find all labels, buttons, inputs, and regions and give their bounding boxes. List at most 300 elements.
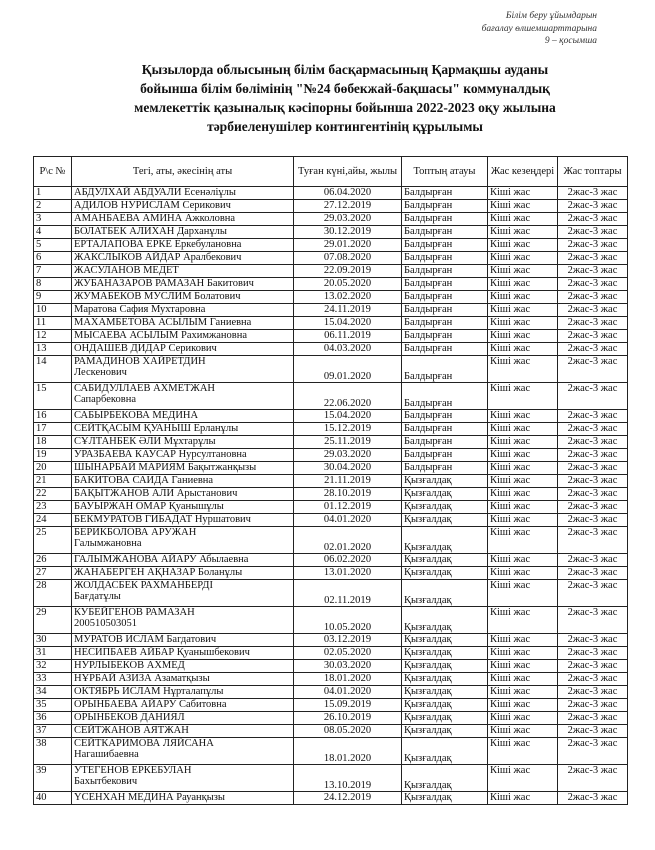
- row-age-period-text: Кіші жас: [490, 200, 531, 211]
- row-name-text: КУБЕЙГЕНОВ РАМАЗАН: [74, 607, 195, 618]
- row-number: [34, 514, 72, 527]
- row-birth-date-text: 21.11.2019: [324, 475, 371, 486]
- row-group: [402, 554, 488, 567]
- row-age-period: [488, 265, 558, 278]
- row-name-text: ҮСЕНХАН МЕДИНА Рауанқызы: [74, 792, 225, 803]
- row-age-period: [488, 213, 558, 226]
- row-age-groups: [558, 567, 628, 580]
- row-name: [72, 647, 294, 660]
- row-age-period: [488, 436, 558, 449]
- table-row: [34, 330, 628, 343]
- row-age-period-text: Кіші жас: [490, 436, 531, 447]
- row-name-text: РАМАДИНОВ ХАЙРЕТДИН: [74, 356, 206, 367]
- table-row: [34, 462, 628, 475]
- table-row: [34, 501, 628, 514]
- row-age-period: [488, 423, 558, 436]
- row-number: [34, 449, 72, 462]
- row-age-groups: [558, 200, 628, 213]
- row-number-text: 33: [36, 673, 47, 684]
- row-birth-date-text: 29.01.2020: [323, 239, 372, 250]
- row-age-groups: [558, 410, 628, 423]
- row-name: [72, 765, 294, 792]
- row-number: [34, 213, 72, 226]
- row-birth-date: [294, 725, 402, 738]
- row-age-groups-text: 2жас-3 жас: [567, 239, 618, 250]
- table-row: [34, 252, 628, 265]
- row-age-groups-text: 2жас-3 жас: [567, 317, 618, 328]
- row-age-period: [488, 580, 558, 607]
- row-group-text: Қызғалдақ: [404, 753, 452, 764]
- row-age-period-text: Кіші жас: [490, 317, 531, 328]
- row-age-period: [488, 356, 558, 383]
- row-birth-date: [294, 291, 402, 304]
- document-title: [60, 60, 630, 136]
- row-name-text: БЕКМУРАТОВ ГИБАДАТ Нуршатович: [74, 514, 251, 525]
- row-age-period: [488, 673, 558, 686]
- row-birth-date: [294, 278, 402, 291]
- row-group-text: Балдырған: [404, 462, 453, 473]
- row-name: [72, 200, 294, 213]
- row-group-text: Қызғалдақ: [404, 501, 452, 512]
- row-age-groups-text: 2жас-3 жас: [567, 686, 618, 697]
- row-age-groups-text: 2жас-3 жас: [567, 226, 618, 237]
- row-number: [34, 660, 72, 673]
- table-row: [34, 738, 628, 765]
- row-number: [34, 278, 72, 291]
- row-age-groups-text: 2жас-3 жас: [567, 423, 618, 434]
- row-name-text: ОРЫНБАЕВА АЙАРУ Сабитовна: [74, 699, 227, 710]
- row-name: [72, 580, 294, 607]
- row-name-text: ЖУМАБЕКОВ МУСЛИМ Болатович: [74, 291, 241, 302]
- row-group: [402, 436, 488, 449]
- row-birth-date-text: 20.05.2020: [323, 278, 372, 289]
- row-name-text: САБИДУЛЛАЕВ АХМЕТЖАН: [74, 383, 215, 394]
- row-birth-date-text: 30.03.2020: [323, 660, 372, 671]
- header-group-name: Топтың атауы: [402, 157, 488, 187]
- row-age-period-text: Кіші жас: [490, 410, 531, 421]
- row-age-groups: [558, 554, 628, 567]
- row-age-period: [488, 187, 558, 200]
- row-group: [402, 673, 488, 686]
- row-age-groups-text: 2жас-3 жас: [567, 567, 618, 578]
- row-name-text: УРАЗБАЕВА КАУСАР Нурсултановна: [74, 449, 247, 460]
- row-birth-date-text: 15.09.2019: [323, 699, 372, 710]
- row-age-groups-text: 2жас-3 жас: [567, 580, 618, 591]
- row-age-groups-text: 2жас-3 жас: [567, 712, 618, 723]
- row-number-text: 40: [36, 792, 47, 803]
- row-number-text: 12: [36, 330, 47, 341]
- row-birth-date: [294, 792, 402, 805]
- row-birth-date: [294, 449, 402, 462]
- row-number-text: 36: [36, 712, 47, 723]
- row-birth-date-text: 24.12.2019: [323, 792, 372, 803]
- row-name-text: БАКИТОВА САИДА Ганиевна: [74, 475, 214, 486]
- row-group: [402, 725, 488, 738]
- row-age-period-text: Кіші жас: [490, 554, 531, 565]
- row-number: [34, 462, 72, 475]
- row-birth-date-text: 15.04.2020: [323, 317, 372, 328]
- table-row: [34, 699, 628, 712]
- row-number-text: 14: [36, 356, 47, 367]
- row-number-text: 37: [36, 725, 47, 736]
- row-group: [402, 580, 488, 607]
- row-age-period: [488, 501, 558, 514]
- row-name-text: БАУЫРЖАН ОМАР Қуанышұлы: [74, 501, 224, 512]
- row-name-text: МАХАМБЕТОВА АСЫЛЫМ Ганиевна: [74, 317, 252, 328]
- row-age-groups-text: 2жас-3 жас: [567, 449, 618, 460]
- row-group-text: Балдырған: [404, 330, 453, 341]
- row-number: [34, 317, 72, 330]
- row-age-period: [488, 278, 558, 291]
- row-birth-date: [294, 660, 402, 673]
- table-row: [34, 410, 628, 423]
- row-age-groups-text: 2жас-3 жас: [567, 278, 618, 289]
- row-age-groups: [558, 475, 628, 488]
- row-age-groups: [558, 686, 628, 699]
- row-age-period-text: Кіші жас: [490, 291, 531, 302]
- row-number-text: 19: [36, 449, 47, 460]
- row-group-text: Қызғалдақ: [404, 595, 452, 606]
- row-age-groups-text: 2жас-3 жас: [567, 356, 618, 367]
- row-birth-date-text: 29.03.2020: [323, 213, 372, 224]
- row-group-text: Балдырған: [404, 200, 453, 211]
- row-age-groups-text: 2жас-3 жас: [567, 383, 618, 394]
- row-age-groups-text: 2жас-3 жас: [567, 792, 618, 803]
- table-row: [34, 527, 628, 554]
- row-age-groups: [558, 436, 628, 449]
- row-age-groups: [558, 514, 628, 527]
- row-group-text: Қызғалдақ: [404, 673, 452, 684]
- row-age-period-text: Кіші жас: [490, 213, 531, 224]
- header-age-period: Жас кезеңдері: [488, 157, 558, 187]
- row-birth-date: [294, 436, 402, 449]
- row-birth-date: [294, 330, 402, 343]
- row-name: [72, 213, 294, 226]
- row-group: [402, 765, 488, 792]
- row-group: [402, 501, 488, 514]
- row-age-period: [488, 765, 558, 792]
- row-name: [72, 383, 294, 410]
- row-age-period-text: Кіші жас: [490, 634, 531, 645]
- row-birth-date-text: 18.01.2020: [323, 753, 372, 764]
- row-number-text: 28: [36, 580, 47, 591]
- row-birth-date: [294, 647, 402, 660]
- row-birth-date-text: 06.02.2020: [323, 554, 372, 565]
- table-row: [34, 304, 628, 317]
- row-group-text: Балдырған: [404, 398, 453, 409]
- row-age-groups-text: 2жас-3 жас: [567, 330, 618, 341]
- row-name: [72, 449, 294, 462]
- title-line: тәрбиеленушілер контингентінің құрылымы: [207, 119, 483, 134]
- row-birth-date-text: 22.09.2019: [323, 265, 372, 276]
- row-birth-date-text: 10.05.2020: [323, 622, 372, 633]
- row-group: [402, 449, 488, 462]
- row-name-text: ЖАКСЛЫКОВ АЙДАР Аралбекович: [74, 252, 242, 263]
- row-name-text: АМАНБАЕВА АМИНА Ажколовна: [74, 213, 236, 224]
- row-birth-date-text: 25.11.2019: [324, 436, 371, 447]
- row-name: [72, 738, 294, 765]
- row-age-groups: [558, 187, 628, 200]
- corner-note-line: 9 – қосымша: [544, 36, 597, 46]
- row-name: [72, 725, 294, 738]
- row-group-text: Балдырған: [404, 226, 453, 237]
- row-number: [34, 647, 72, 660]
- table-body: [34, 187, 628, 805]
- row-group: [402, 304, 488, 317]
- row-name-text: СҰЛТАНБЕК ӘЛИ Мұхтарұлы: [74, 436, 216, 447]
- row-number: [34, 265, 72, 278]
- corner-note-line: Білім беру ұйымдарын: [505, 11, 597, 21]
- row-age-period-text: Кіші жас: [490, 383, 531, 394]
- row-age-groups: [558, 304, 628, 317]
- row-birth-date: [294, 475, 402, 488]
- row-name: [72, 501, 294, 514]
- row-name: [72, 514, 294, 527]
- row-number-text: 16: [36, 410, 47, 421]
- row-age-period: [488, 647, 558, 660]
- row-group-text: Қызғалдақ: [404, 542, 452, 553]
- row-name-continuation: Бағдатұлы: [74, 591, 121, 602]
- contingent-table: [33, 156, 628, 805]
- row-birth-date-text: 18.01.2020: [323, 673, 372, 684]
- table-row: [34, 291, 628, 304]
- corner-note-line: бағалау өлшемшарттарына: [481, 23, 597, 34]
- row-birth-date: [294, 187, 402, 200]
- row-name-text: ШЫНАРБАЙ МАРИЯМ Бақытжанқызы: [74, 462, 257, 473]
- row-age-groups-text: 2жас-3 жас: [567, 436, 618, 447]
- row-age-groups-text: 2жас-3 жас: [567, 265, 618, 276]
- row-age-groups: [558, 792, 628, 805]
- row-number-text: 34: [36, 686, 47, 697]
- row-birth-date: [294, 527, 402, 554]
- row-age-groups: [558, 673, 628, 686]
- row-name-text: ЖУБАНАЗАРОВ РАМАЗАН Бакитович: [74, 278, 254, 289]
- row-age-period-text: Кіші жас: [490, 356, 531, 367]
- row-birth-date-text: 02.05.2020: [323, 647, 372, 658]
- row-age-groups-text: 2жас-3 жас: [567, 647, 618, 658]
- row-age-period-text: Кіші жас: [490, 330, 531, 341]
- row-age-groups-text: 2жас-3 жас: [567, 607, 618, 618]
- row-number: [34, 686, 72, 699]
- row-age-period: [488, 738, 558, 765]
- row-group-text: Қызғалдақ: [404, 686, 452, 697]
- row-group: [402, 514, 488, 527]
- table-row: [34, 317, 628, 330]
- row-birth-date: [294, 213, 402, 226]
- row-age-groups: [558, 356, 628, 383]
- row-name-text: СЕЙТКАРИМОВА ЛЯЙСАНА: [74, 738, 214, 749]
- row-birth-date-text: 13.02.2020: [323, 291, 372, 302]
- row-number: [34, 343, 72, 356]
- row-number: [34, 792, 72, 805]
- row-age-groups-text: 2жас-3 жас: [567, 304, 618, 315]
- table-row: [34, 423, 628, 436]
- row-birth-date-text: 27.12.2019: [323, 200, 372, 211]
- row-group-text: Балдырған: [404, 371, 453, 382]
- row-number-text: 13: [36, 343, 47, 354]
- row-name: [72, 343, 294, 356]
- row-name: [72, 278, 294, 291]
- row-number-text: 17: [36, 423, 47, 434]
- row-age-groups: [558, 265, 628, 278]
- row-name-continuation: Лескенович: [74, 367, 127, 378]
- row-age-groups: [558, 725, 628, 738]
- table-row: [34, 213, 628, 226]
- row-birth-date: [294, 686, 402, 699]
- row-age-groups: [558, 423, 628, 436]
- header-birth-date: Туған күні,айы, жылы: [294, 157, 402, 187]
- table-row: [34, 475, 628, 488]
- row-number-text: 18: [36, 436, 47, 447]
- row-number: [34, 423, 72, 436]
- row-number-text: 21: [36, 475, 47, 486]
- row-age-period: [488, 410, 558, 423]
- row-birth-date: [294, 501, 402, 514]
- row-age-period: [488, 200, 558, 213]
- table-row: [34, 660, 628, 673]
- row-age-period-text: Кіші жас: [490, 673, 531, 684]
- row-age-groups: [558, 712, 628, 725]
- row-name: [72, 317, 294, 330]
- row-group-text: Балдырған: [404, 410, 453, 421]
- row-group-text: Қызғалдақ: [404, 699, 452, 710]
- row-name: [72, 423, 294, 436]
- row-age-period-text: Кіші жас: [490, 792, 531, 803]
- row-number-text: 38: [36, 738, 47, 749]
- row-age-period-text: Кіші жас: [490, 449, 531, 460]
- table-row: [34, 634, 628, 647]
- row-age-groups: [558, 291, 628, 304]
- row-birth-date: [294, 607, 402, 634]
- table-row: [34, 343, 628, 356]
- row-number-text: 26: [36, 554, 47, 565]
- row-number: [34, 226, 72, 239]
- row-age-period: [488, 660, 558, 673]
- table-row: [34, 673, 628, 686]
- row-number-text: 1: [36, 187, 42, 198]
- row-age-groups: [558, 660, 628, 673]
- row-age-groups: [558, 634, 628, 647]
- row-age-groups: [558, 699, 628, 712]
- header-full-name: Тегі, аты, әкесінің аты: [72, 157, 294, 187]
- row-name: [72, 462, 294, 475]
- row-age-period-text: Кіші жас: [490, 475, 531, 486]
- row-age-period: [488, 462, 558, 475]
- row-group-text: Қызғалдақ: [404, 567, 452, 578]
- row-number: [34, 330, 72, 343]
- row-age-period-text: Кіші жас: [490, 699, 531, 710]
- row-birth-date: [294, 765, 402, 792]
- row-group-text: Балдырған: [404, 449, 453, 460]
- table-row: [34, 554, 628, 567]
- row-birth-date-text: 04.01.2020: [323, 514, 372, 525]
- row-age-period-text: Кіші жас: [490, 738, 531, 749]
- row-number: [34, 383, 72, 410]
- row-number-text: 22: [36, 488, 47, 499]
- row-group-text: Қызғалдақ: [404, 514, 452, 525]
- row-age-groups: [558, 213, 628, 226]
- row-group-text: Балдырған: [404, 252, 453, 263]
- row-age-period: [488, 330, 558, 343]
- row-age-groups-text: 2жас-3 жас: [567, 488, 618, 499]
- table-row: [34, 226, 628, 239]
- row-group-text: Балдырған: [404, 291, 453, 302]
- row-group-text: Қызғалдақ: [404, 660, 452, 671]
- table-row: [34, 514, 628, 527]
- row-age-groups-text: 2жас-3 жас: [567, 738, 618, 749]
- row-age-groups-text: 2жас-3 жас: [567, 291, 618, 302]
- row-group-text: Қызғалдақ: [404, 554, 452, 565]
- row-age-period-text: Кіші жас: [490, 187, 531, 198]
- row-group: [402, 527, 488, 554]
- row-group-text: Балдырған: [404, 213, 453, 224]
- row-group: [402, 475, 488, 488]
- row-number: [34, 567, 72, 580]
- row-group-text: Қызғалдақ: [404, 792, 452, 803]
- row-number: [34, 200, 72, 213]
- row-number-text: 3: [36, 213, 42, 224]
- row-age-groups-text: 2жас-3 жас: [567, 501, 618, 512]
- row-number: [34, 554, 72, 567]
- row-age-period: [488, 607, 558, 634]
- row-group: [402, 226, 488, 239]
- row-group: [402, 647, 488, 660]
- row-name-text: УТЕГЕНОВ ЕРКЕБУЛАН: [74, 765, 192, 776]
- row-birth-date: [294, 265, 402, 278]
- row-birth-date: [294, 356, 402, 383]
- table-row: [34, 278, 628, 291]
- row-number: [34, 527, 72, 554]
- row-age-period-text: Кіші жас: [490, 686, 531, 697]
- row-number-text: 2: [36, 200, 42, 211]
- row-age-groups-text: 2жас-3 жас: [567, 462, 618, 473]
- title-line: Қызылорда облысының білім басқармасының Қармақшы ауданы: [141, 62, 549, 77]
- row-number: [34, 712, 72, 725]
- row-number: [34, 488, 72, 501]
- row-birth-date-text: 02.11.2019: [324, 595, 371, 606]
- row-name: [72, 239, 294, 252]
- row-name: [72, 265, 294, 278]
- row-name: [72, 356, 294, 383]
- row-name: [72, 475, 294, 488]
- table-row: [34, 792, 628, 805]
- row-group: [402, 410, 488, 423]
- row-age-period-text: Кіші жас: [490, 567, 531, 578]
- row-birth-date: [294, 423, 402, 436]
- row-age-period-text: Кіші жас: [490, 278, 531, 289]
- row-group-text: Балдырған: [404, 423, 453, 434]
- row-name: [72, 291, 294, 304]
- row-age-period-text: Кіші жас: [490, 501, 531, 512]
- row-age-groups: [558, 738, 628, 765]
- row-age-period-text: Кіші жас: [490, 580, 531, 591]
- row-name-text: АДИЛОВ НУРИСЛАМ Серикович: [74, 200, 231, 211]
- row-birth-date-text: 04.03.2020: [323, 343, 372, 354]
- row-number: [34, 410, 72, 423]
- row-age-groups: [558, 647, 628, 660]
- row-age-groups: [558, 278, 628, 291]
- row-group-text: Балдырған: [404, 278, 453, 289]
- row-group: [402, 278, 488, 291]
- row-name-text: НУРЛЫБЕКОВ АХМЕД: [74, 660, 185, 671]
- row-group-text: Балдырған: [404, 239, 453, 250]
- row-group: [402, 792, 488, 805]
- row-age-period: [488, 792, 558, 805]
- row-birth-date: [294, 462, 402, 475]
- row-name: [72, 607, 294, 634]
- row-group-text: Қызғалдақ: [404, 622, 452, 633]
- row-age-period-text: Кіші жас: [490, 725, 531, 736]
